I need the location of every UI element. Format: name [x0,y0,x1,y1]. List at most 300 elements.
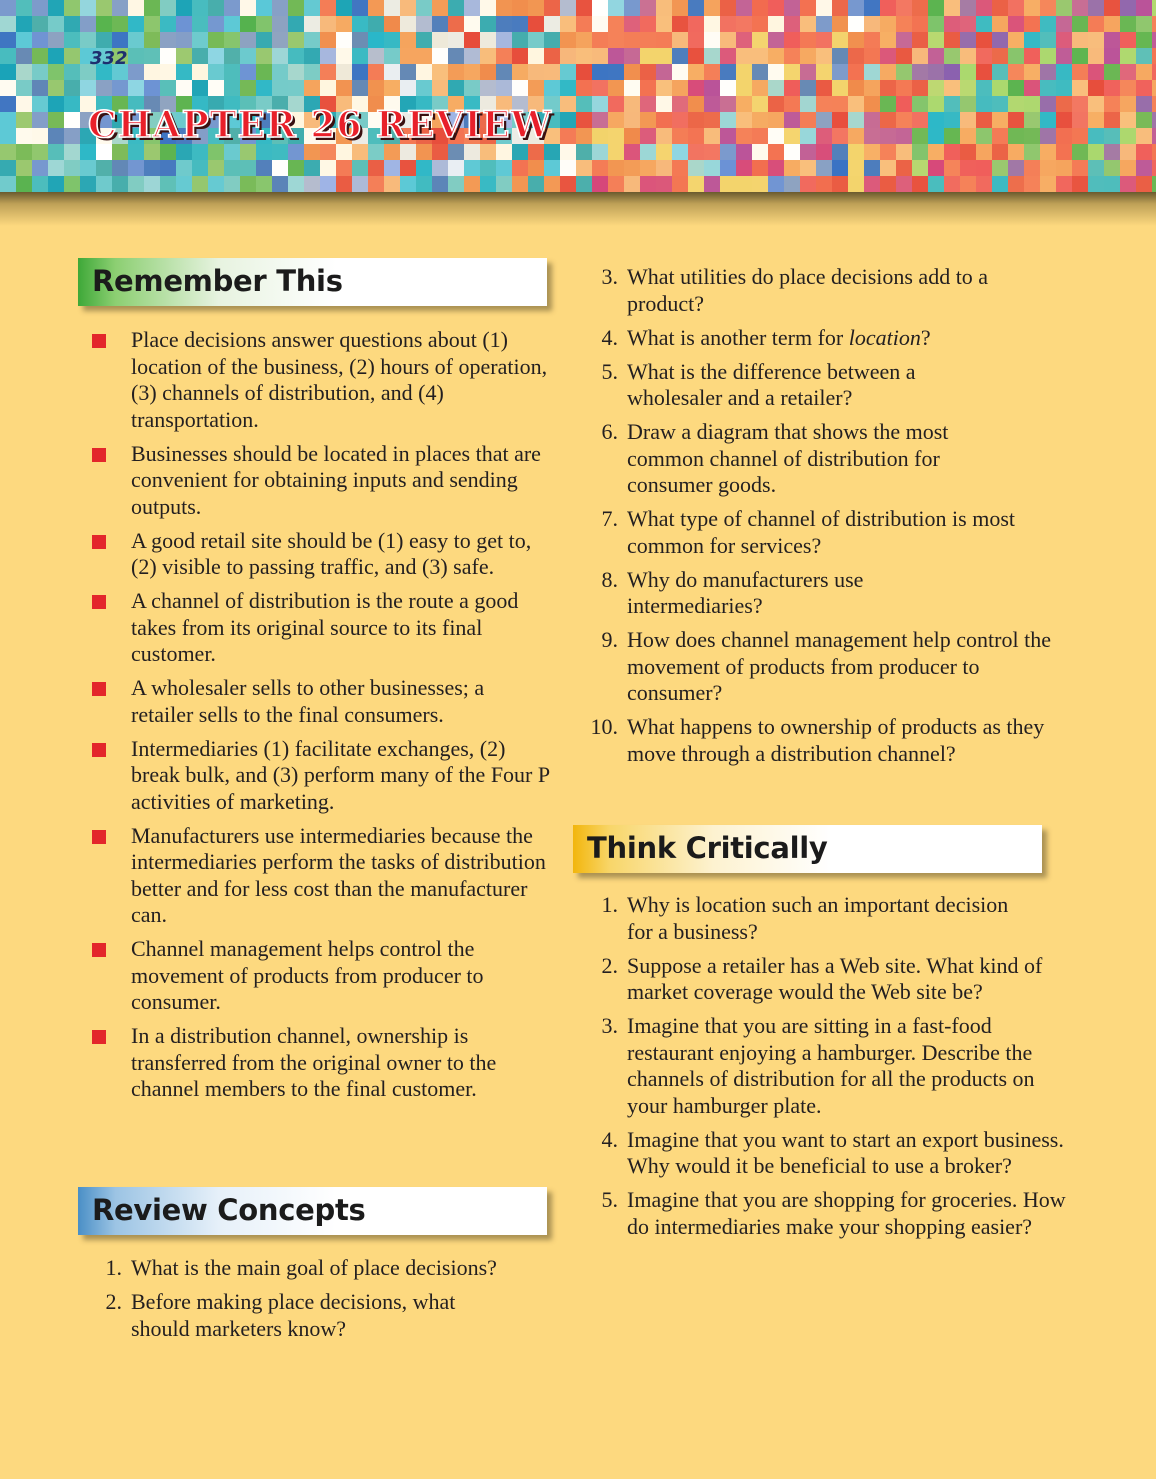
mosaic-tile [1008,32,1024,48]
mosaic-tile [720,176,736,192]
mosaic-tile [800,128,816,144]
mosaic-tile [1104,144,1120,160]
mosaic-tile [384,144,400,160]
mosaic-tile [720,0,736,16]
mosaic-tile [544,16,560,32]
mosaic-tile [1088,80,1104,96]
mosaic-tile [1104,160,1120,176]
mosaic-tile [32,32,48,48]
mosaic-tile [784,112,800,128]
mosaic-tile [432,80,448,96]
mosaic-tile [416,16,432,32]
mosaic-tile [544,144,560,160]
mosaic-tile [672,128,688,144]
mosaic-tile [848,32,864,48]
mosaic-tile [1072,176,1088,192]
mosaic-tile [496,160,512,176]
mosaic-tile [240,32,256,48]
mosaic-tile [1056,112,1072,128]
mosaic-tile [1024,160,1040,176]
mosaic-tile [320,0,336,16]
mosaic-tile [864,176,880,192]
mosaic-tile [880,176,896,192]
mosaic-tile [1088,48,1104,64]
mosaic-tile [336,0,352,16]
mosaic-tile [576,112,592,128]
mosaic-tile [128,176,144,192]
mosaic-tile [1104,112,1120,128]
mosaic-tile [960,128,976,144]
mosaic-tile [576,64,592,80]
review-concepts-list-part2 [586,264,1051,775]
think-critically-item: 4. Imagine that you want to start an export business. Why would it be beneficial to use a broker? [601,1126,1064,1178]
mosaic-tile [848,112,864,128]
mosaic-tile [192,64,208,80]
review-concept-item: 9. How does channel management help control the movement of products from producer to consumer? [601,627,1051,705]
mosaic-tile [800,64,816,80]
mosaic-tile [304,176,320,192]
mosaic-tile [432,64,448,80]
mosaic-tile [384,176,400,192]
mosaic-tile [1056,176,1072,192]
mosaic-tile [192,160,208,176]
mosaic-tile [32,112,48,128]
mosaic-tile [192,0,208,16]
mosaic-tile [896,112,912,128]
mosaic-tile [176,16,192,32]
mosaic-tile [1072,160,1088,176]
mosaic-tile [16,80,32,96]
mosaic-tile [944,96,960,112]
mosaic-tile [832,48,848,64]
mosaic-tile [1152,128,1156,144]
mosaic-tile [1104,32,1120,48]
mosaic-tile [608,128,624,144]
mosaic-tile [896,144,912,160]
mosaic-tile [528,64,544,80]
mosaic-tile [128,144,144,160]
mosaic-tile [528,48,544,64]
mosaic-tile [816,128,832,144]
mosaic-tile [928,16,944,32]
mosaic-tile [208,16,224,32]
mosaic-tile [816,160,832,176]
mosaic-tile [592,160,608,176]
mosaic-tile [1152,64,1156,80]
mosaic-tile [1024,16,1040,32]
mosaic-tile [656,112,672,128]
mosaic-tile [1024,176,1040,192]
mosaic-tile [208,160,224,176]
mosaic-tile [352,64,368,80]
mosaic-tile [240,144,256,160]
mosaic-tile [944,80,960,96]
mosaic-tile [944,112,960,128]
mosaic-tile [128,80,144,96]
mosaic-tile [64,64,80,80]
mosaic-tile [800,80,816,96]
mosaic-tile [640,144,656,160]
mosaic-tile [640,48,656,64]
mosaic-tile [288,16,304,32]
mosaic-tile [256,32,272,48]
mosaic-tile [512,80,528,96]
mosaic-tile [768,176,784,192]
mosaic-tile [240,80,256,96]
mosaic-tile [48,48,64,64]
mosaic-tile [624,64,640,80]
red-square-bullet-icon [92,448,106,462]
mosaic-tile [1056,0,1072,16]
mosaic-tile [880,32,896,48]
mosaic-tile [672,32,688,48]
mosaic-tile [320,176,336,192]
mosaic-tile [992,128,1008,144]
red-square-bullet-icon [92,830,106,844]
mosaic-tile [1056,80,1072,96]
mosaic-tile [720,160,736,176]
mosaic-tile [864,0,880,16]
mosaic-tile [208,0,224,16]
mosaic-tile [144,0,160,16]
mosaic-tile [928,80,944,96]
mosaic-tile [864,64,880,80]
mosaic-tile [1136,176,1152,192]
think-critically-heading [573,825,1042,873]
remember-this-list [91,327,551,1110]
mosaic-tile [272,64,288,80]
mosaic-tile [896,64,912,80]
think-critically-item: 3. Imagine that you are sitting in a fast-food restaurant enjoying a hamburger. Describe the channels of distribution for all the products on your hamburger plate. [601,1013,1035,1118]
mosaic-tile [816,32,832,48]
mosaic-tile [736,160,752,176]
mosaic-tile [784,64,800,80]
mosaic-tile [176,176,192,192]
mosaic-tile [480,176,496,192]
mosaic-tile [512,64,528,80]
mosaic-tile [1008,144,1024,160]
mosaic-tile [944,16,960,32]
mosaic-tile [16,48,32,64]
mosaic-tile [416,64,432,80]
mosaic-tile [656,16,672,32]
mosaic-tile [976,16,992,32]
mosaic-tile [1072,96,1088,112]
mosaic-tile [1056,16,1072,32]
mosaic-tile [688,160,704,176]
mosaic-tile [720,64,736,80]
mosaic-tile [1120,0,1136,16]
mosaic-tile [928,32,944,48]
mosaic-tile [16,128,32,144]
mosaic-tile [304,64,320,80]
mosaic-tile [752,48,768,64]
mosaic-tile [48,32,64,48]
mosaic-tile [848,176,864,192]
mosaic-tile [384,160,400,176]
mosaic-tile [512,48,528,64]
mosaic-tile [1120,64,1136,80]
mosaic-tile [352,16,368,32]
mosaic-tile [48,64,64,80]
mosaic-tile [368,80,384,96]
mosaic-tile [432,176,448,192]
mosaic-tile [640,160,656,176]
mosaic-tile [992,16,1008,32]
mosaic-tile [0,64,16,80]
mosaic-tile [528,160,544,176]
mosaic-tile [304,144,320,160]
mosaic-tile [320,32,336,48]
mosaic-tile [1008,80,1024,96]
mosaic-tile [656,160,672,176]
mosaic-tile [336,80,352,96]
mosaic-tile [928,64,944,80]
mosaic-tile [640,112,656,128]
mosaic-tile [512,144,528,160]
mosaic-tile [1072,0,1088,16]
mosaic-tile [496,48,512,64]
mosaic-tile [656,128,672,144]
mosaic-tile [704,32,720,48]
mosaic-tile [912,48,928,64]
mosaic-tile [576,176,592,192]
mosaic-tile [176,64,192,80]
mosaic-tile [80,176,96,192]
mosaic-tile [976,96,992,112]
mosaic-tile [304,16,320,32]
mosaic-tile [768,48,784,64]
mosaic-tile [272,144,288,160]
mosaic-tile [672,112,688,128]
mosaic-tile [1104,48,1120,64]
mosaic-tile [896,16,912,32]
remember-this-item: Place decisions answer questions about (1) location of the business, (2) hours of operation, (3) channels of distribution, and (4) transportation. [91,327,551,433]
mosaic-tile [384,16,400,32]
mosaic-tile [752,128,768,144]
mosaic-tile [288,32,304,48]
mosaic-tile [832,80,848,96]
mosaic-tile [1072,80,1088,96]
mosaic-tile [656,80,672,96]
mosaic-tile [1024,32,1040,48]
mosaic-tile [1136,0,1152,16]
mosaic-tile [448,176,464,192]
think-critically-item: 5. Imagine that you are shopping for groceries. How do intermediaries make your shopping easier? [601,1187,1066,1239]
mosaic-tile [144,32,160,48]
mosaic-tile [1072,48,1088,64]
mosaic-tile [1056,128,1072,144]
mosaic-tile [656,48,672,64]
mosaic-tile [1120,80,1136,96]
mosaic-tile [880,96,896,112]
mosaic-tile [688,144,704,160]
mosaic-tile [576,96,592,112]
mosaic-tile [560,96,576,112]
mosaic-tile [32,128,48,144]
mosaic-tile [288,176,304,192]
mosaic-tile [992,160,1008,176]
mosaic-tile [272,80,288,96]
mosaic-tile [448,160,464,176]
mosaic-tile [608,32,624,48]
mosaic-tile [416,32,432,48]
mosaic-tile [960,48,976,64]
mosaic-tile [400,144,416,160]
mosaic-tile [688,128,704,144]
mosaic-tile [1120,32,1136,48]
mosaic-tile [608,96,624,112]
mosaic-tile [960,80,976,96]
mosaic-tile [560,48,576,64]
mosaic-tile [176,48,192,64]
mosaic-tile [16,0,32,16]
remember-this-item: A wholesaler sells to other businesses; a retailer sells to the final consumers. [91,675,551,728]
mosaic-tile [752,176,768,192]
mosaic-tile [832,128,848,144]
mosaic-tile [992,32,1008,48]
mosaic-tile [1072,128,1088,144]
mosaic-tile [640,80,656,96]
mosaic-tile [768,80,784,96]
mosaic-tile [1120,48,1136,64]
mosaic-tile [1088,112,1104,128]
mosaic-tile [896,0,912,16]
mosaic-tile [528,80,544,96]
mosaic-tile [784,160,800,176]
mosaic-tile [608,16,624,32]
mosaic-tile [608,112,624,128]
mosaic-tile [624,112,640,128]
mosaic-tile [976,128,992,144]
mosaic-tile [992,80,1008,96]
mosaic-tile [1104,96,1120,112]
mosaic-tile [832,144,848,160]
mosaic-tile [560,0,576,16]
mosaic-tile [784,144,800,160]
mosaic-tile [704,144,720,160]
mosaic-tile [784,80,800,96]
mosaic-tile [192,176,208,192]
mosaic-tile [752,32,768,48]
mosaic-tile [0,96,16,112]
mosaic-tile [976,80,992,96]
mosaic-tile [64,80,80,96]
mosaic-tile [944,144,960,160]
mosaic-tile [800,176,816,192]
mosaic-tile [880,16,896,32]
mosaic-tile [368,16,384,32]
mosaic-tile [688,64,704,80]
mosaic-tile [48,16,64,32]
mosaic-tile [624,48,640,64]
mosaic-tile [512,32,528,48]
mosaic-tile [1136,160,1152,176]
mosaic-tile [1024,112,1040,128]
mosaic-tile [48,144,64,160]
mosaic-tile [672,80,688,96]
mosaic-tile [224,48,240,64]
mosaic-tile [1152,80,1156,96]
mosaic-tile [912,64,928,80]
mosaic-tile [144,160,160,176]
mosaic-tile [320,16,336,32]
mosaic-tile [1008,176,1024,192]
mosaic-tile [768,0,784,16]
mosaic-tile [656,64,672,80]
red-square-bullet-icon [92,334,106,348]
mosaic-tile [608,80,624,96]
mosaic-tile [576,32,592,48]
mosaic-tile [320,64,336,80]
mosaic-tile [368,160,384,176]
mosaic-tile [336,176,352,192]
mosaic-tile [1008,48,1024,64]
mosaic-tile [32,96,48,112]
mosaic-tile [768,160,784,176]
mosaic-tile [208,144,224,160]
mosaic-tile [112,160,128,176]
mosaic-tile [736,176,752,192]
mosaic-tile [592,32,608,48]
mosaic-tile [832,96,848,112]
mosaic-tile [816,144,832,160]
mosaic-tile [80,144,96,160]
mosaic-tile [576,48,592,64]
mosaic-tile [624,96,640,112]
mosaic-tile [80,16,96,32]
mosaic-tile [352,144,368,160]
mosaic-tile [976,160,992,176]
mosaic-tile [288,80,304,96]
mosaic-tile [32,160,48,176]
mosaic-tile [48,128,64,144]
mosaic-tile [1104,80,1120,96]
mosaic-tile [1024,80,1040,96]
mosaic-tile [672,64,688,80]
mosaic-tile [368,176,384,192]
mosaic-tile [1120,112,1136,128]
review-concepts-heading [78,1187,547,1235]
mosaic-tile [1088,144,1104,160]
mosaic-tile [48,0,64,16]
mosaic-tile [112,144,128,160]
mosaic-tile [1104,176,1120,192]
mosaic-tile [448,48,464,64]
mosaic-tile [288,160,304,176]
mosaic-tile [736,16,752,32]
mosaic-tile [592,48,608,64]
mosaic-tile [1072,16,1088,32]
remember-this-item: Channel management helps control the movement of products from producer to consumer. [91,936,551,1016]
mosaic-tile [944,160,960,176]
mosaic-tile [128,160,144,176]
mosaic-tile [816,96,832,112]
review-concept-item: 8. Why do manufacturers use intermediaries? [601,566,864,618]
mosaic-tile [672,176,688,192]
mosaic-tile [672,96,688,112]
mosaic-tile [384,64,400,80]
mosaic-tile [1136,112,1152,128]
mosaic-tile [688,80,704,96]
mosaic-tile [304,80,320,96]
mosaic-tile [1024,64,1040,80]
mosaic-tile [288,48,304,64]
mosaic-tile [800,112,816,128]
mosaic-tile [240,176,256,192]
chapter-title: CHAPTER 26 REVIEW [88,104,552,146]
mosaic-tile [96,80,112,96]
